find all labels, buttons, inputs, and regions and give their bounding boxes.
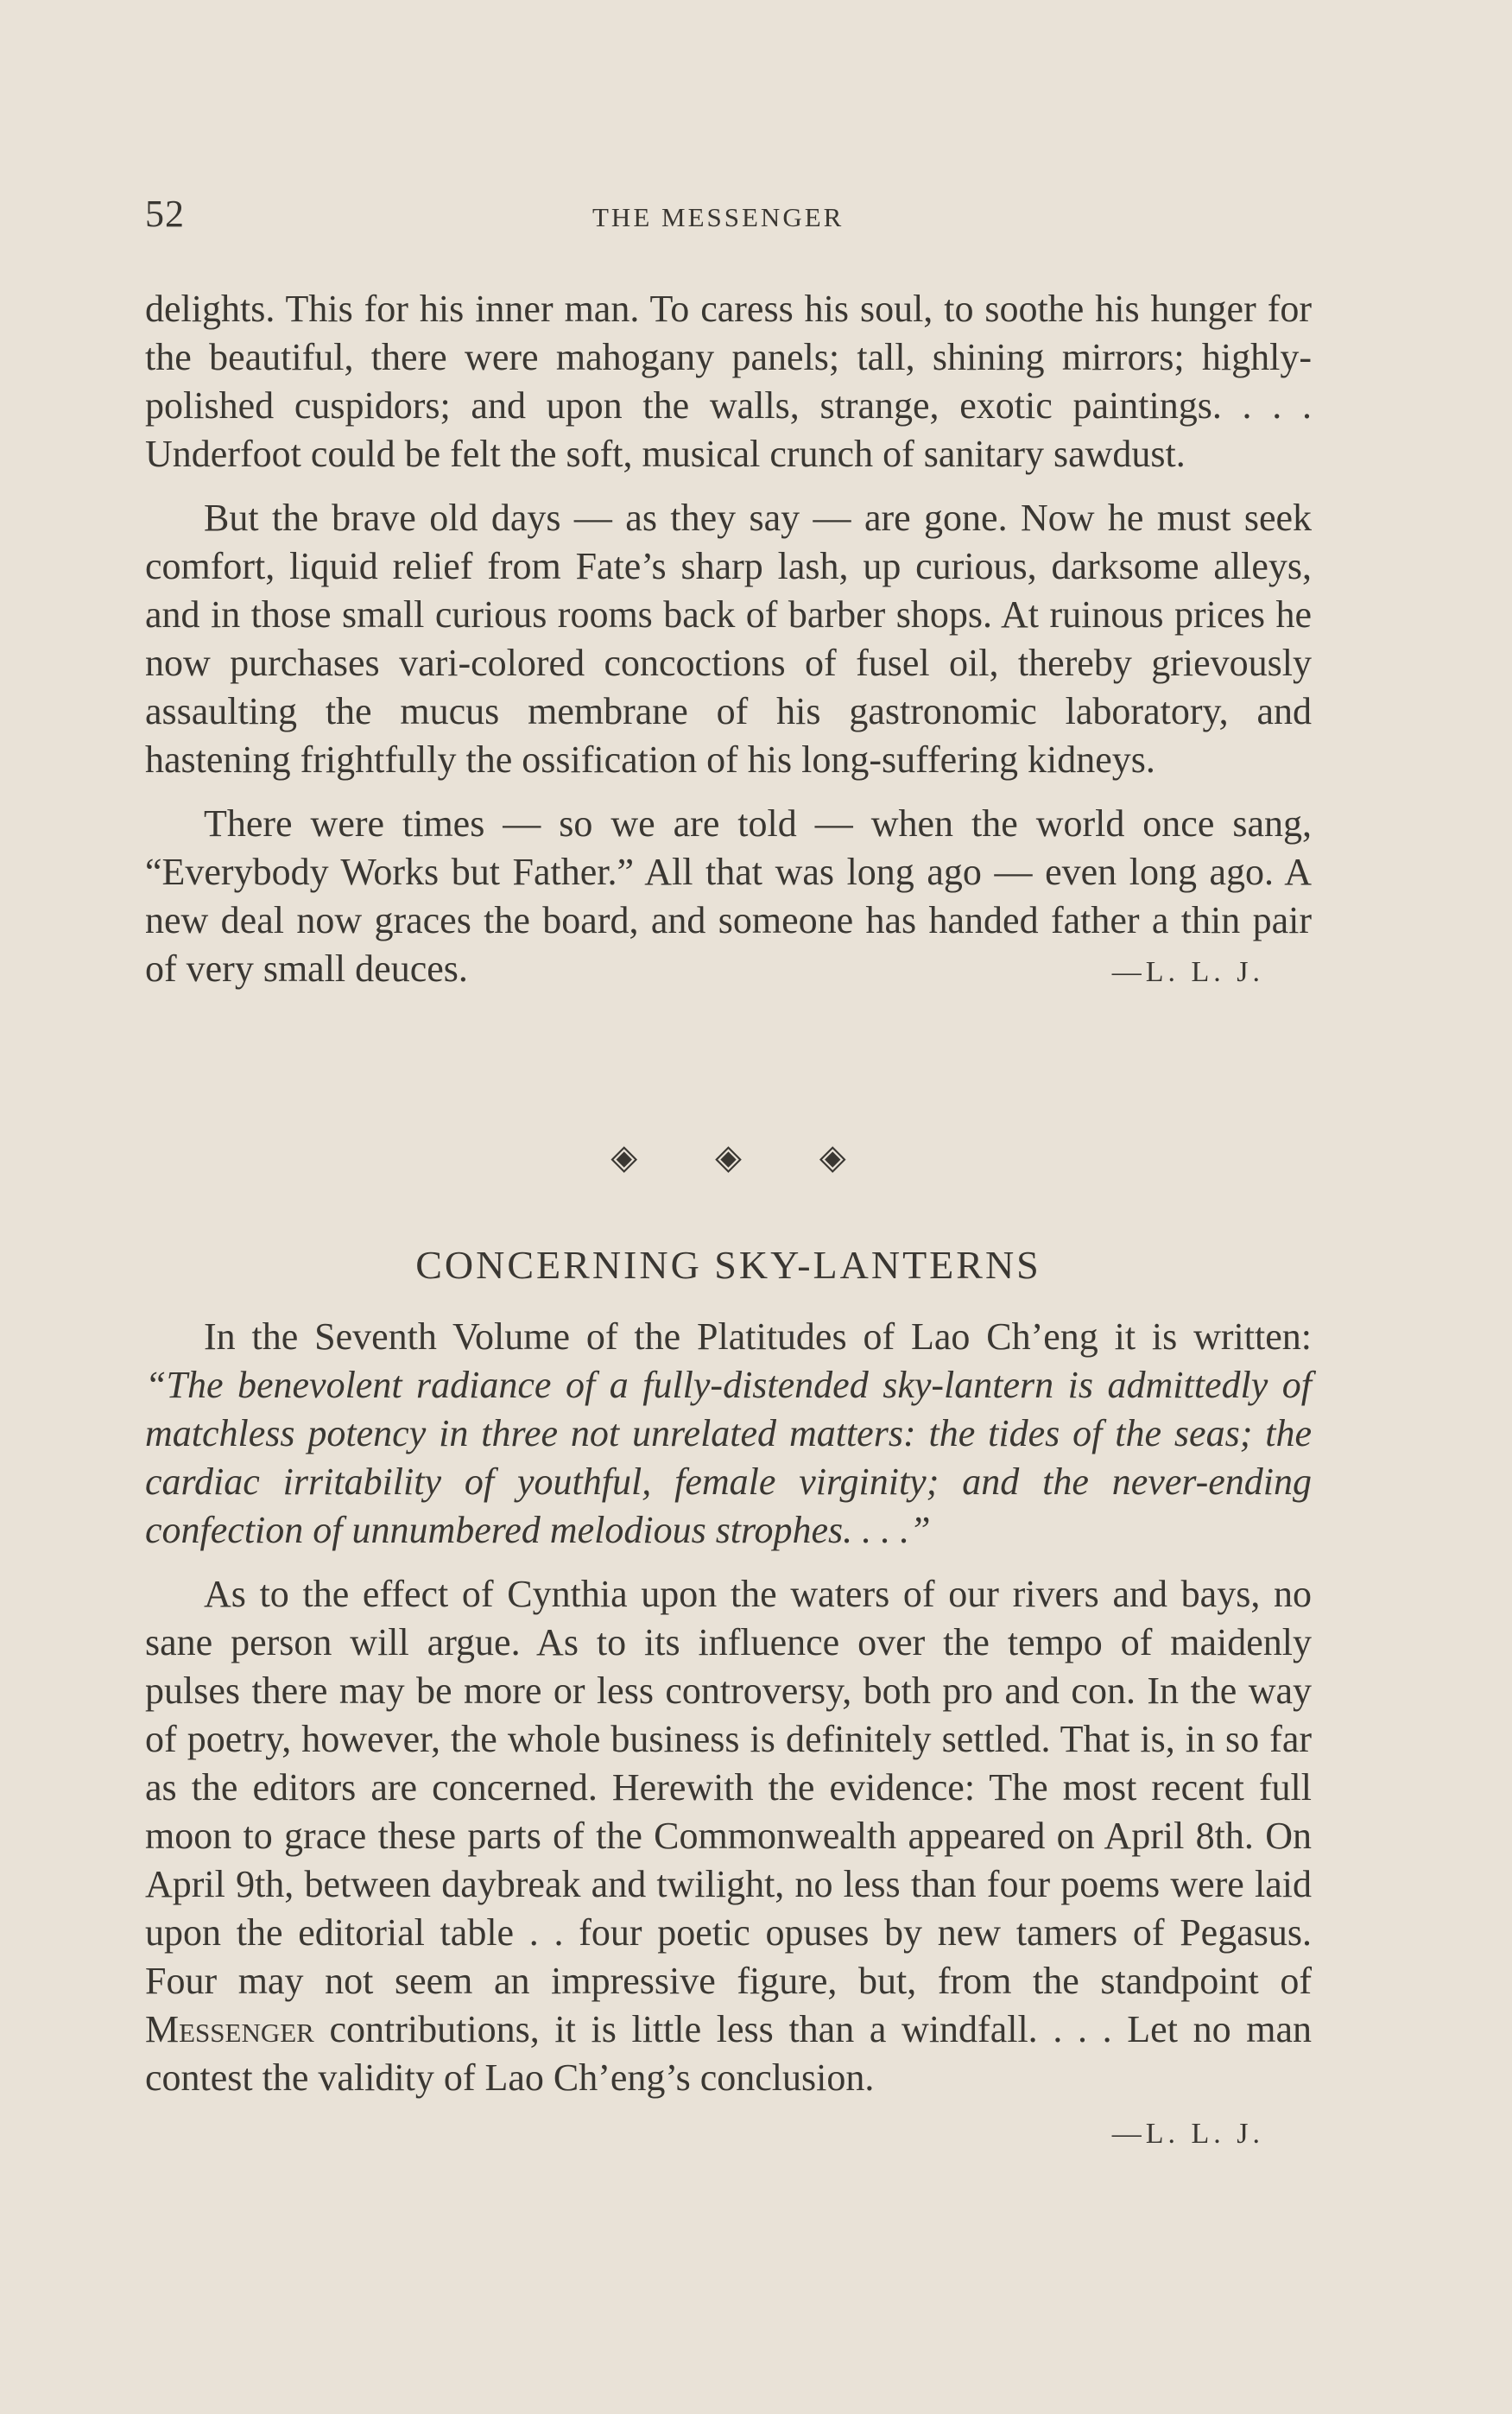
article-body	[145, 1313, 1312, 2151]
paragraph	[145, 800, 1312, 993]
diamond-ornament-icon: ◈	[819, 1137, 846, 1176]
page-number: 52	[145, 193, 185, 235]
quotation: “The benevolent radiance of a fully-distended sky-lantern is admittedly of matchless potency in three not unrelated matters: the tides of the seas; the cardiac irritability of youthful, female virginity; and the never-ending confection of unnumbered melodious strophes. . . .”	[145, 1364, 1312, 1551]
page-header	[145, 192, 1312, 244]
paragraph	[145, 1313, 1312, 1555]
section-divider	[145, 1137, 1312, 1177]
paragraph-text: In the Seventh Volume of the Platitudes of Lao Ch’eng it is written:	[204, 1315, 1312, 1358]
paragraph	[145, 1570, 1312, 2102]
diamond-ornament-icon: ◈	[715, 1137, 742, 1176]
running-head: THE MESSENGER	[592, 202, 845, 232]
publication-name: Messenger	[145, 2008, 314, 2050]
article-title: CONCERNING SKY-LANTERNS	[415, 1243, 1041, 1287]
author-signature: —L. L. J.	[1111, 956, 1264, 988]
paragraph-text: There were times — so we are told — when the world once sang, “Everybody Works but Father.” All that was long ago — even long ago. A new deal now graces the board, and someone has handed father a thin pair of very small deuces.	[145, 802, 1312, 990]
article-continued	[145, 285, 1312, 997]
author-signature: —L. L. J.	[1111, 2118, 1264, 2150]
paragraph-text: As to the effect of Cynthia upon the waters of our rivers and bays, no sane person will argue. As to its influence over the tempo of maidenly pulses there may be more or less controversy, both pro and con. In the way of poetry, however, the whole business is definitely settled. That is, in so far as the editors are concerned. Herewith the evidence: The most recent full moon to grace these parts of the Commonwealth appeared on April 8th. On April 9th, between daybreak and twilight, no less than four poems were laid upon the editorial table . . four poetic opuses by new tamers of Pegasus. Four may not seem an impressive figure, but, from the standpoint of	[145, 1573, 1312, 2002]
paragraph: delights. This for his inner man. To caress his soul, to soothe his hunger for the beautiful, there were mahogany panels; tall, shining mirrors; highly-polished cuspidors; and upon the walls, strange, exotic paintings. . . . Underfoot could be felt the soft, musical crunch of sanitary sawdust.	[145, 288, 1312, 475]
diamond-ornament-icon: ◈	[610, 1137, 638, 1176]
paragraph: But the brave old days — as they say — are gone. Now he must seek comfort, liquid relief from Fate’s sharp lash, up curious, darksome alleys, and in those small curious rooms back of barber shops. At ruinous prices he now purchases vari-colored concoctions of fusel oil, thereby grievously assaulting the mucus membrane of his gastronomic laboratory, and hastening frightfully the ossification of his long-suffering kidneys.	[145, 497, 1312, 781]
paragraph-text: contributions, it is little less than a windfall. . . . Let no man contest the validity of Lao Ch’eng’s conclusion.	[145, 2008, 1312, 2099]
